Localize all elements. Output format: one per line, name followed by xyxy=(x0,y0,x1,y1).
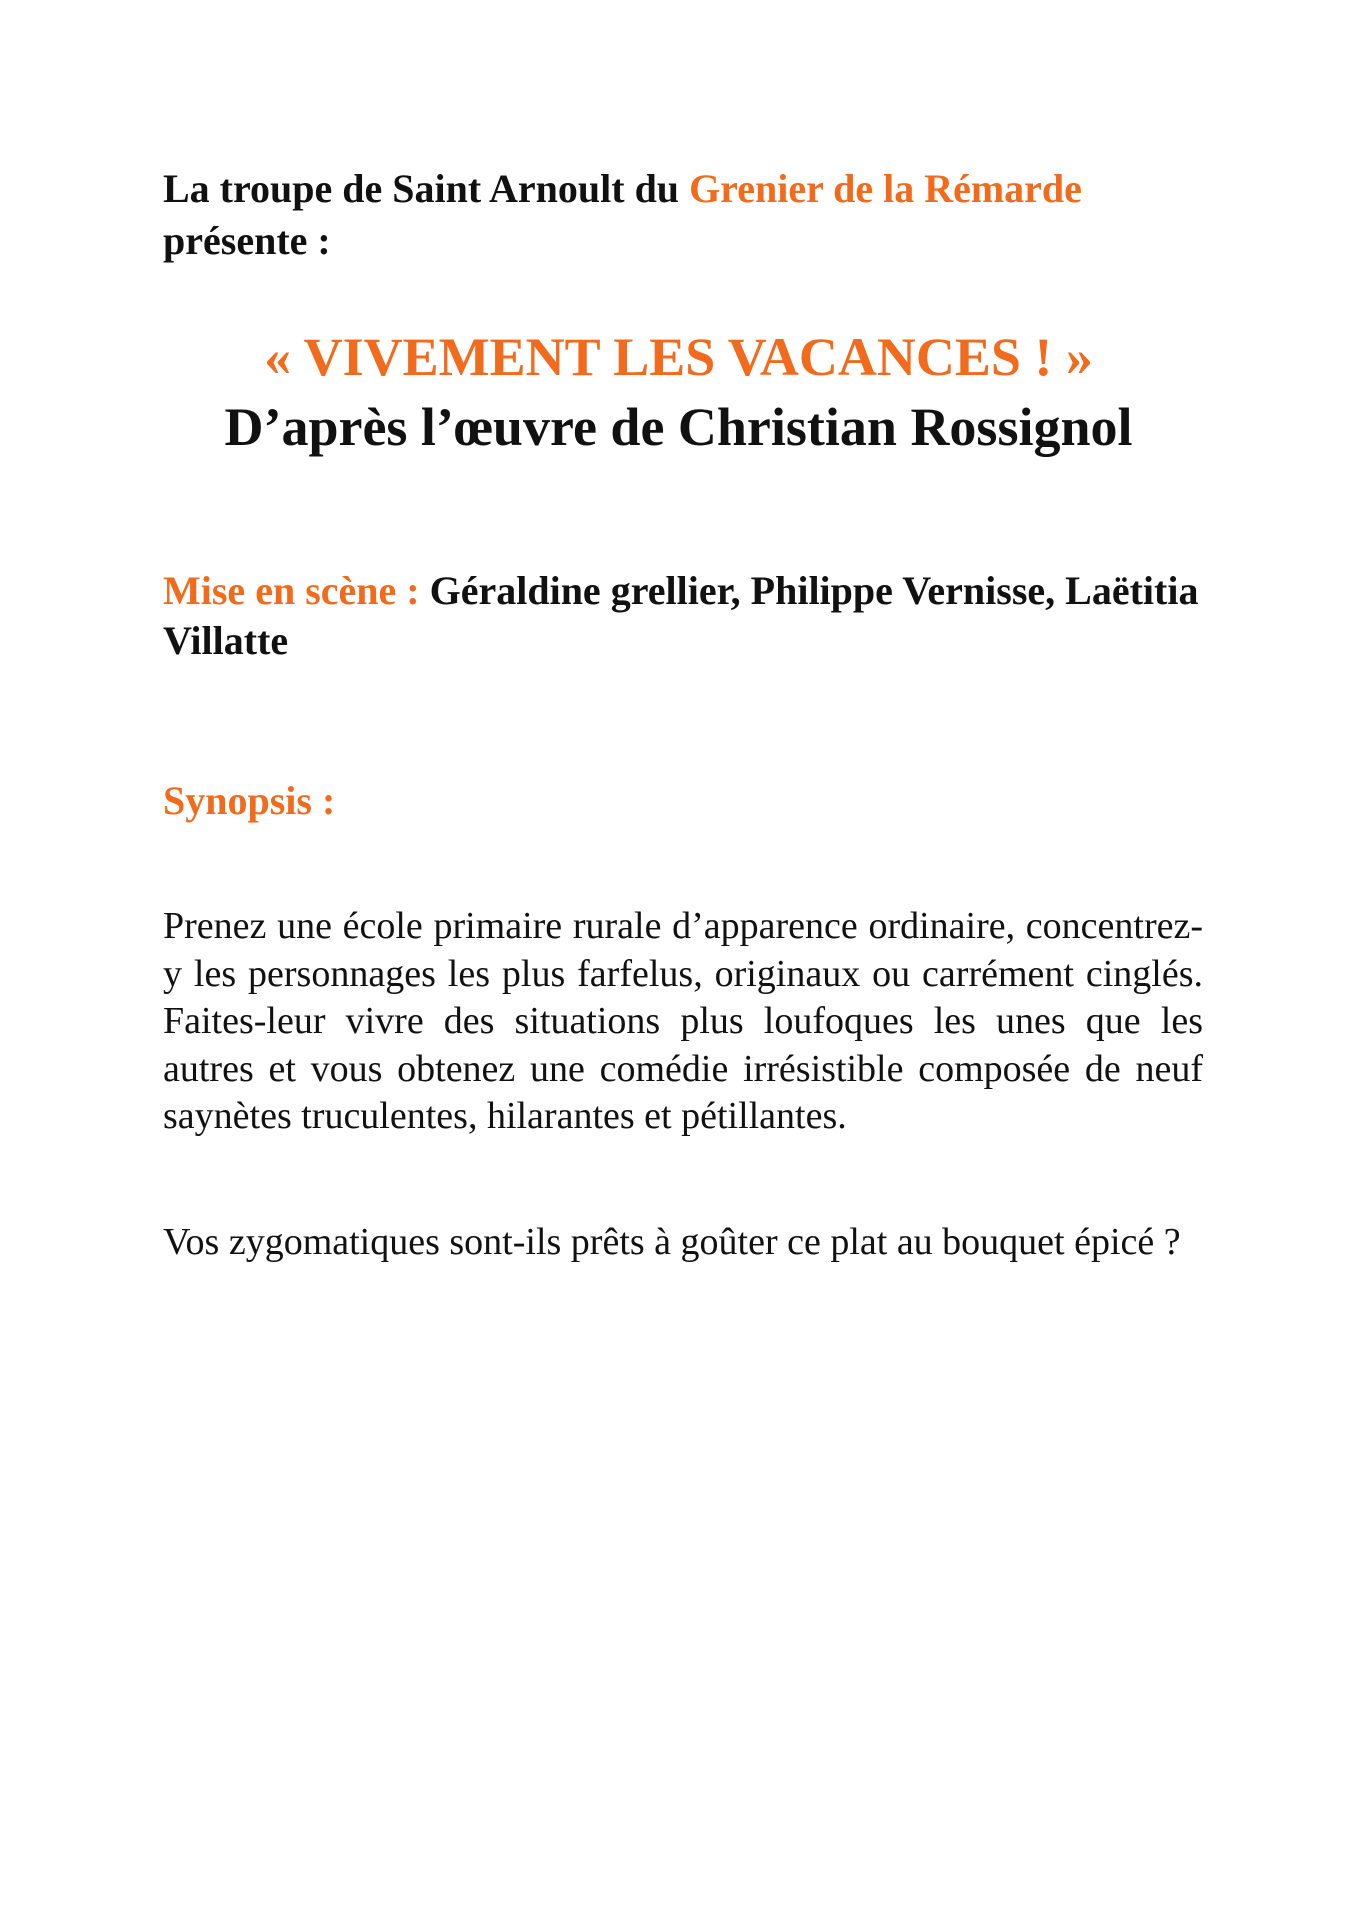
intro-text-start: La troupe de Saint Arnoult du xyxy=(163,166,690,211)
title-block xyxy=(100,322,1257,462)
troupe-name: Grenier de la Rémarde xyxy=(689,166,1082,211)
synopsis-heading: Synopsis : xyxy=(163,778,336,823)
play-subtitle: D’après l’œuvre de Christian Rossignol xyxy=(224,397,1133,457)
intro-text-end: présente : xyxy=(163,218,331,263)
synopsis-paragraph-2: Vos zygomatiques sont-ils prêts à goûter ce plat au bouquet épicé ? xyxy=(163,1221,1181,1263)
intro-line xyxy=(163,163,1203,267)
mise-en-scene-names: Géraldine grellier, Philippe Vernisse, Laëtitia Villatte xyxy=(163,568,1199,663)
synopsis-paragraph-1: Prenez une école primaire rurale d’apparence ordinaire, concentrez-y les personnages les plus farfelus, originaux ou carrément cinglés. Faites-leur vivre des situations plus loufoques les unes que les autres et vous obtenez une comédie irrésistible composée de neuf saynètes truculentes, hilarantes et pétillantes. xyxy=(163,905,1203,1137)
play-title: « VIVEMENT LES VACANCES ! » xyxy=(264,327,1093,387)
mise-en-scene-label: Mise en scène : xyxy=(163,568,430,613)
mise-en-scene xyxy=(163,566,1203,666)
